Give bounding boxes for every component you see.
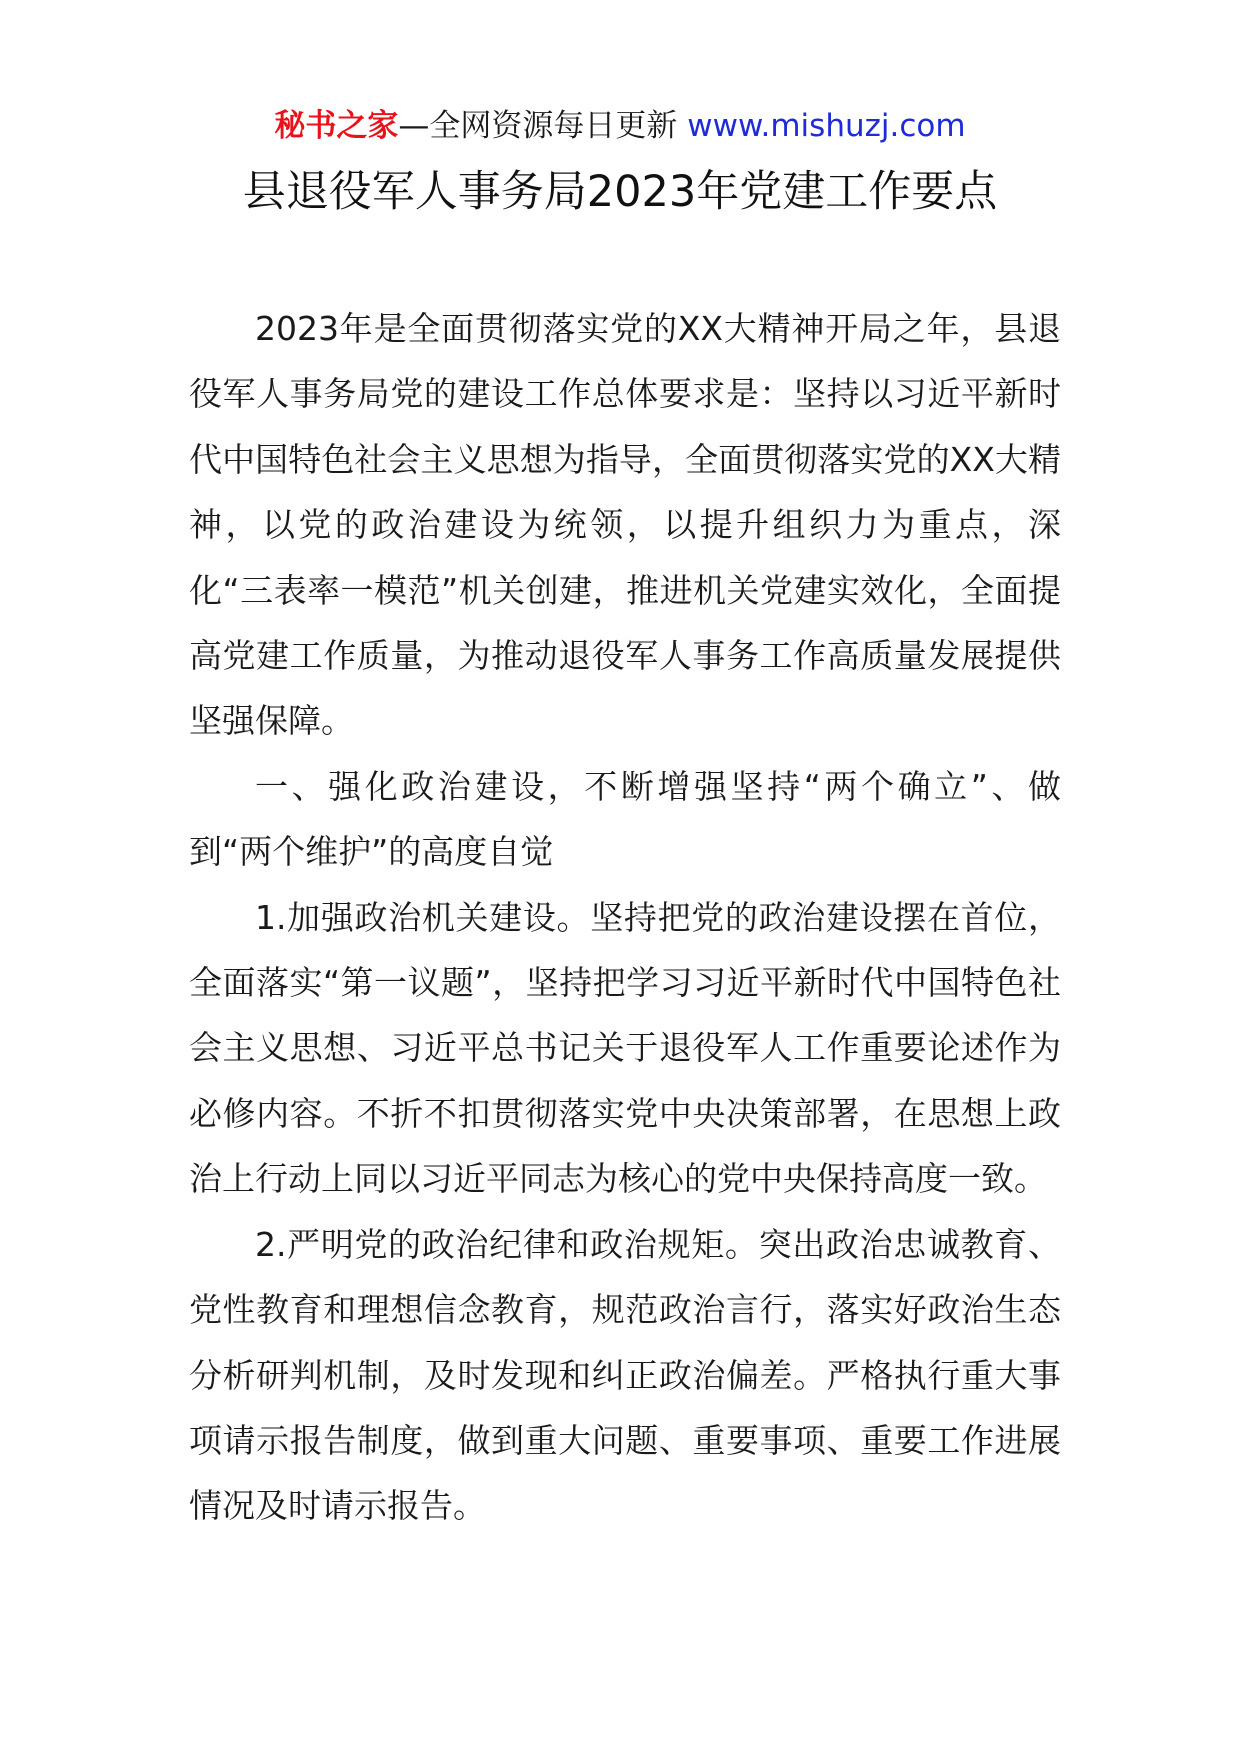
section-heading-1: 一、强化政治建设，不断增强坚持“两个确立”、做到“两个维护”的高度自觉 (189, 766, 1061, 872)
watermark-header (0, 104, 1240, 148)
document-body (189, 296, 1061, 1539)
header-tagline: —全网资源每日更新 (398, 108, 678, 144)
document-title: 县退役军人事务局2023年党建工作要点 (242, 167, 998, 217)
brand-name: 秘书之家 (274, 108, 399, 144)
header-url-link[interactable]: www.mishuzj.com (687, 108, 966, 144)
paragraph-intro: 2023年是全面贯彻落实党的XX大精神开局之年，县退役军人事务局党的建设工作总体要求是：坚持以习近平新时代中国特色社会主义思想为指导，全面贯彻落实党的XX大精神，以党的政治建设为统领，以提升组织力为重点，深化“三表率一模范”机关创建，推进机关党建实效化，全面提高党建工作质量，为推动退役军人事务工作高质量发展提供坚强保障。 (189, 309, 1061, 741)
paragraph-item-1: 1.加强政治机关建设。坚持把党的政治建设摆在首位，全面落实“第一议题”，坚持把学习习近平新时代中国特色社会主义思想、习近平总书记关于退役军人工作重要论述作为必修内容。不折不扣贯彻落实党中央决策部署，在思想上政治上行动上同以习近平同志为核心的党中央保持高度一致。 (189, 897, 1061, 1199)
paragraph-item-2: 2.严明党的政治纪律和政治规矩。突出政治忠诚教育、党性教育和理想信念教育，规范政治言行，落实好政治生态分析研判机制，及时发现和纠正政治偏差。严格执行重大事项请示报告制度，做到重大问题、重要事项、重要工作进展情况及时请示报告。 (189, 1224, 1061, 1526)
